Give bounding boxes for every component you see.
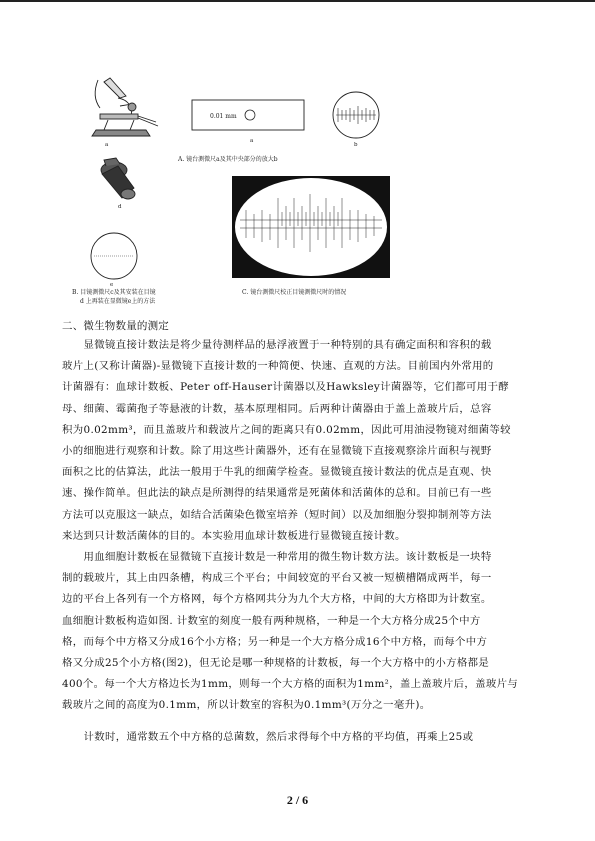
section-title: 二、微生物数量的测定 xyxy=(62,320,169,332)
calibration-view xyxy=(232,176,390,278)
body-line: 制的载玻片，其上由四条槽，构成三个平台；中间较宽的平台又被一短横槽隔成两半，每一 xyxy=(62,572,492,584)
body-line: 母、细菌、霉菌孢子等悬液的计数，基本原理相同。后两种计菌器由于盖上盖玻片后，总容 xyxy=(62,403,492,415)
body-line: 小的细胞进行观察和计数。除了用这些计菌器外，还有在显微镜下直接观察涂片面积与视野 xyxy=(62,445,492,457)
stage-micrometer-slide xyxy=(192,100,304,130)
body-line: 积为0.02mm³，而且盖玻片和载波片之间的距离只有0.02mm，因此可用油浸物镜对细菌等较 xyxy=(62,424,511,436)
caption-a: A. 镜台测微尺a及其中央部分的放大b xyxy=(178,156,278,163)
caption-c: C. 镜台测微尺校正目镜测微尺时的情况 xyxy=(242,289,347,296)
caption-b-line1: B. 目镜测微尺c及其安装在目镜 xyxy=(72,289,156,296)
microscope-drawing xyxy=(92,78,158,136)
body-line: 显微镜直接计数法是将少量待测样品的悬浮液置于一种特别的具有确定面积和容积的载 xyxy=(62,339,492,351)
body-line: 格，而每个中方格又分成16个小方格；另一种是一个大方格分成16个中方格，而每个中方 xyxy=(62,636,488,648)
figure-label-e: e xyxy=(110,282,114,288)
top-border-rule xyxy=(0,0,595,2)
figure-drawing xyxy=(60,70,530,310)
body-line: 血细胞计数板构造如图. 计数室的刻度一般有两种规格，一种是一个大方格分成25个中方 xyxy=(62,615,481,627)
body-line: 速、操作简单。但此法的缺点是所测得的结果通常是死菌体和活菌体的总和。目前已有一些 xyxy=(62,487,492,499)
body-line: 玻片上(又称计菌器)-显微镜下直接计数的一种简便、快速、直观的方法。目前国内外常用的 xyxy=(62,360,494,372)
body-line: 载玻片之间的高度为0.1mm，所以计数室的容积为0.1mm³(万分之一毫升)。 xyxy=(62,699,431,711)
figure-label-a: a xyxy=(105,142,109,148)
body-line: 计数时，通常数五个中方格的总菌数，然后求得每个中方格的平均值，再乘上25或 xyxy=(62,731,474,743)
body-line: 面积之比的估算法，此法一般用于牛乳的细菌学检查。显微镜直接计数法的优点是直观、快 xyxy=(62,466,492,478)
body-line: 格又分成25个小方格(图2)，但无论是哪一种规格的计数板，每一个大方格中的小方格都是 xyxy=(62,657,490,669)
body-line: 400个。每一个大方格边长为1mm，则每一个大方格的面积为1mm²，盖上盖玻片后，盖玻片与 xyxy=(62,678,519,690)
body-line: 计菌器有：血球计数板、Peter off-Hauser计菌器以及Hawksley计菌器等，它们都可用于酵 xyxy=(62,381,510,393)
body-line: 用血细胞计数板在显微镜下直接计数是一种常用的微生物计数方法。该计数板是一块特 xyxy=(62,551,492,563)
caption-b-line2: d 上再装在显微镜e上的方法 xyxy=(80,298,156,305)
eyepiece-drawing xyxy=(101,158,135,199)
page-number: 2 / 6 xyxy=(286,793,309,807)
slide-scale-label: 0.01 mm xyxy=(210,113,237,120)
magnified-scale-ticks xyxy=(336,106,376,124)
body-line: 方法可以克服这一缺点，如结合活菌染色微室培养（短时间）以及加细胞分裂抑制剂等方法 xyxy=(62,509,492,521)
body-line: 来达到只计数活菌体的目的。本实验用血球计数板进行显微镜直接计数。 xyxy=(62,530,406,542)
figure-label-a2: a xyxy=(250,138,254,144)
body-line: 边的平台上各列有一个方格网，每个方格网共分为九个大方格，中间的大方格即为计数室。 xyxy=(62,593,492,605)
figure-label-b: b xyxy=(354,142,358,148)
micrometer-figure xyxy=(60,70,530,310)
figure-label-d: d xyxy=(118,204,122,210)
